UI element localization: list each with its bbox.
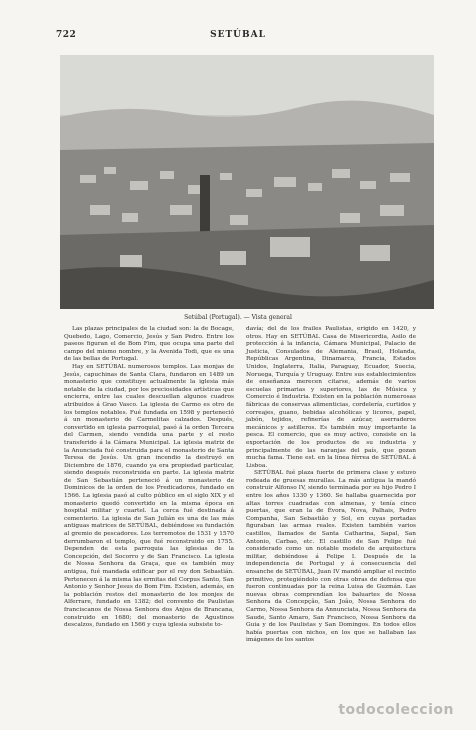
- text-column-left: [64, 326, 234, 630]
- text-column-right: [246, 326, 416, 645]
- watermark: todocoleccion: [338, 702, 454, 718]
- paragraph: Las plazas principales de la ciudad son: la de Bocage, Quebedo, Lago, Comercio, Jesús y San Pedro. Entre los paseos figuran el de Bom Fim, que ocupa una parte del campo del mismo nombre, y la Avenida Todi, que es una de las bellas de Portugal.: [64, 326, 234, 363]
- city-view-illustration: [60, 55, 434, 309]
- page-header: [0, 30, 476, 46]
- paragraph: davía; del de los frailes Paulistas, erigido en 1420, y otros. Hay en SETÚBAL Casa de Misericordia, Asilo de protección á la infancia, Cámara Municipal, Palacio de Justicia, Consulados de Alemania, Brasil, Holanda, Repúblicas Argentina, Dinamarca, Francia, Estados Unidos, Inglaterra, Italia, Paraguay, Ecuador, Suecia, Noruega, Turquía y Uruguay. Entre sus establecimientos de enseñanza merecen citarse, además de varios escuelas primarias y superiores, las de Música y Comercio é Industria. Existen en la población numerosas fábricas de conservas alimenticias, cordelería, curtidos y correajes, guano, bebidas alcohólicas y licores, papel, jabón, tejidos, refinerías de azúcar, aserraderos mecánicos y astilleros. Es también muy importante la pesca. El comercio, que es muy activo, consiste en la exportación de los productos de su industria y principalmente de las naranjas del país, que gozan mucha fama. Tiene est. en la línea férrea de SETÚBAL á Lisboa.: [246, 326, 416, 469]
- running-title: SETÚBAL: [210, 30, 266, 40]
- city-photograph: [60, 55, 434, 309]
- photo-caption: Setúbal (Portugal). — Vista general: [184, 314, 292, 321]
- paragraph: Hay en SETÚBAL numerosos templos. Las monjas de Jesús, capuchinas de Santa Clara, fundaron en 1489 un monasterio que constituye actualmente la iglesia más notable de la ciudad, por los preciosidades artísticas que encierra, entre las cuales descuellan algunos cuadros atribuidos á Grao Vasco. La iglesia de Carmo es otro de los templos notables. Fué fundada en 1598 y perteneció á un monasterio de Carmelitas calzados. Después, convertido en iglesia parroquial, pasó á la orden Tercera del Carmen, siendo vendida una parte y el resto transferido á la Cámara Municipal. La iglesia matriz de la Anunciada fué construida para el monasterio de Santa Teresa de Jesús. Un gran incendio la destruyó en Diciembre de 1876, cuando ya era propiedad particular, siendo después reconstruida en parte. La iglesia matriz de San Sebastián perteneció á un monasterio de Dominicos de la orden de los Predicadores, fundado en 1566. La iglesia pasó al culto público en el siglo XIX y el monasterio quedó convertido en la misma época en hospital militar y cuartel. La cerca fué destinada á cementerio. La iglesia de San Julián es una de las más antiguas matrices de SETÚBAL, debiéndose su fundación al gremio de pescadores. Los terremotos de 1531 y 1570 derrumbaron el templo, que fué reconstruido en 1755. Dependen de esta parroquia las iglesias de la Concepción, del Socorro y de San Francisco. La iglesia de Nossa Senhora da Graça, que es también muy antigua, fué mandada edificar por el rey don Sebastián. Pertenecen á la misma las ermitas del Corpus Santo, San Antonio y Senhor Jesus do Bom Fim. Existen, además, en la población restos del monasterio de los monjes de Alferrare, fundado en 1382; del convento de Paulistas franciscanos de Nossa Senhora dos Anjos de Brancana, construido en 1680; del monasterio de Agustinos descalzos, fundado en 1566 y cuya iglesia subsiste to-: [64, 363, 234, 629]
- page-number: 722: [56, 30, 77, 40]
- paragraph: SETÚBAL fué plaza fuerte de primera clase y estuvo rodeada de gruesas murallas. La más antigua la mandó construir Alfonso IV, siendo terminada por su hijo Pedro I entre los años 1330 y 1360. Se hallaba guarnecida por altas torres cuadradas con almenas, y tenía cinco puertas, que eran la de Évora, Nova, Palhais, Pedro Companha, San Sebastião y Sol, en cuyas portadas figuraban las armas reales. Existen también varios castillos, llamados de Santa Catharina, Sapal, San Antonio, Carbao, etc. El castillo de San Felipe fué considerado como un notable modelo de arquitectura militar, debiéndose á Felipe I. Después de la independencia de Portugal y á consecuencia del ensanche de SETÚBAL, Juan IV mandó ampliar el recinto primitivo, protegiéndolo con otras obras de defensa que fueron continuadas por la reina Luisa de Guzmán. Las nuevas obras comprendían los baluartes de Nossa Senhora da Concepção, San João, Nossa Senhora do Carmo, Nossa Senhora da Annunciata, Nossa Senhora da Saude, Santo Amaro, San Francisco, Nossa Senhora da Guia y de los Paulistas y San Domingos. En todos ellos había puertas con nichos, en los que se hallaban las imágenes de los santos: [246, 470, 416, 644]
